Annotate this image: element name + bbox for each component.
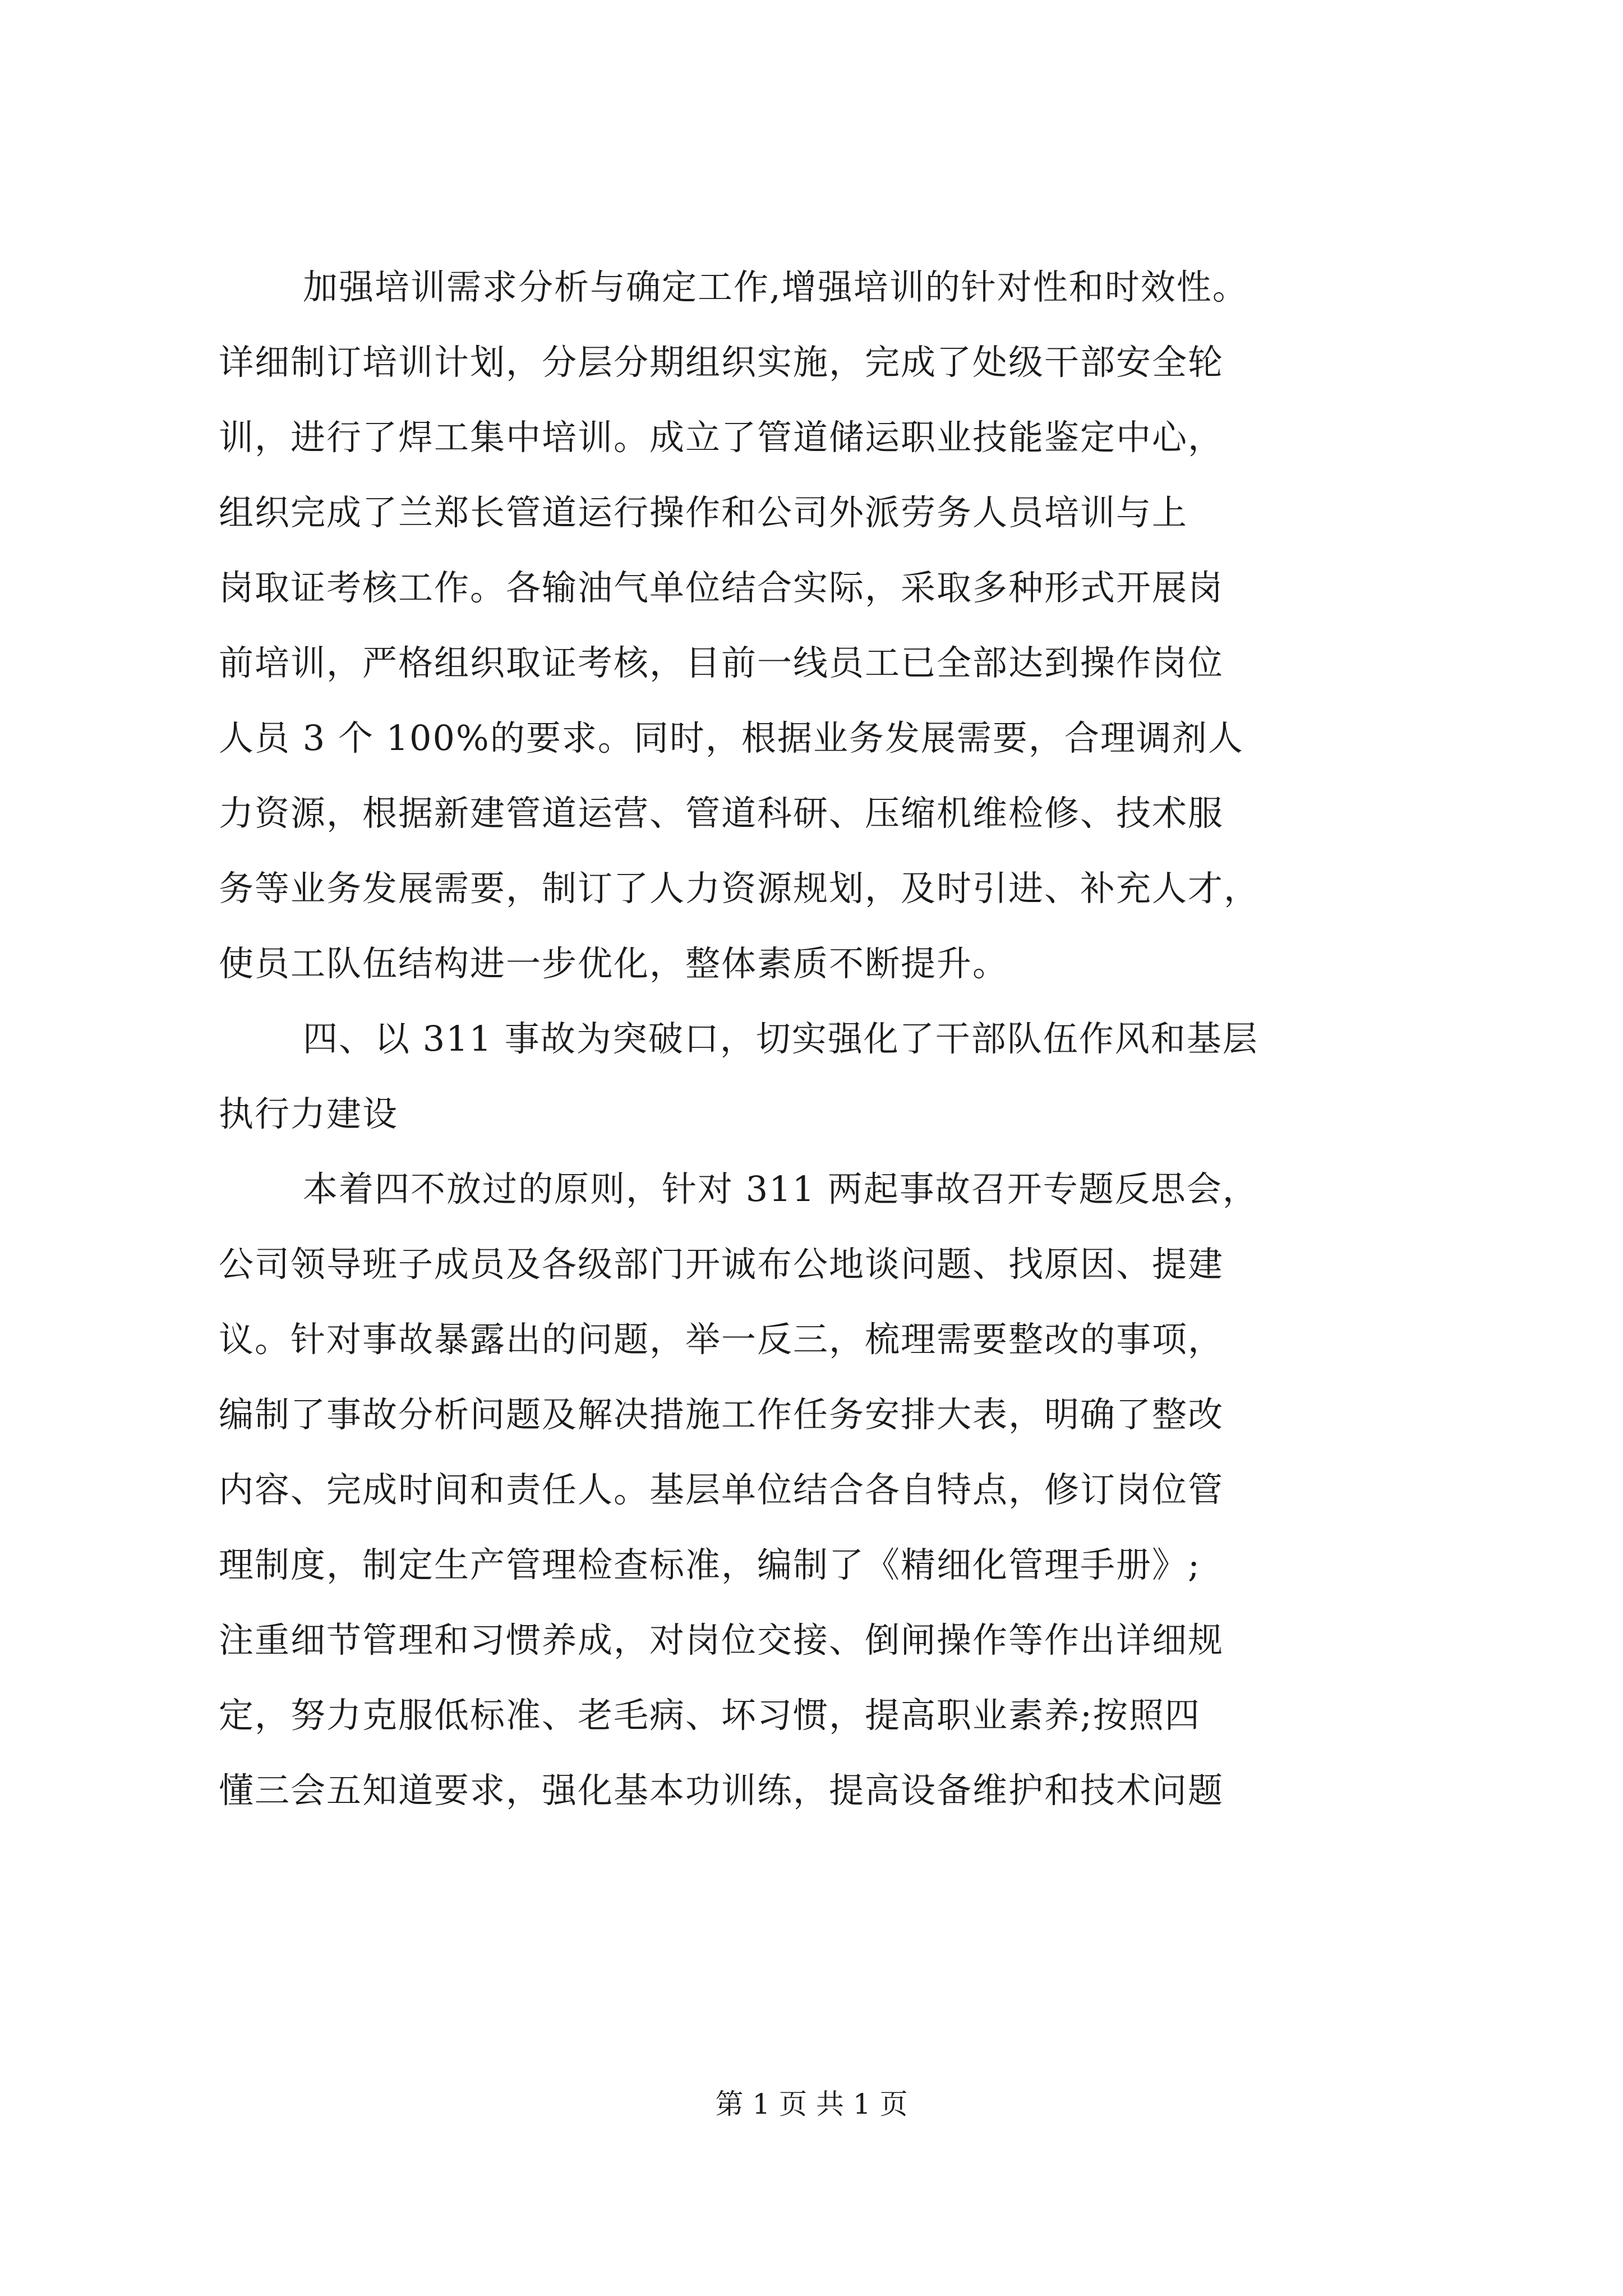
paragraph-line: 详细制订培训计划，分层分期组织实施，完成了处级干部安全轮 — [219, 342, 1224, 383]
paragraph-line: 公司领导班子成员及各级部门开诚布公地谈问题、找原因、提建 — [219, 1244, 1224, 1285]
paragraph-line: 前培训，严格组织取证考核，目前一线员工已全部达到操作岗位 — [219, 642, 1224, 683]
paragraph-line: 议。针对事故暴露出的问题，举一反三，梳理需要整改的事项， — [219, 1319, 1224, 1360]
page-footer: 第 1 页 共 1 页 — [715, 2088, 908, 2120]
paragraph-line: 使员工队伍结构进一步优化，整体素质不断提升。 — [219, 943, 1009, 984]
paragraph-line: 编制了事故分析问题及解决措施工作任务安排大表，明确了整改 — [219, 1394, 1224, 1435]
paragraph-line: 人员 3 个 100%的要求。同时，根据业务发展需要，合理调剂人 — [219, 717, 1244, 758]
paragraph-line: 懂三会五知道要求，强化基本功训练，提高设备维护和技术问题 — [219, 1770, 1224, 1811]
paragraph-line: 定，努力克服低标准、老毛病、坏习惯，提高职业素养;按照四 — [219, 1695, 1201, 1736]
paragraph-line: 组织完成了兰郑长管道运行操作和公司外派劳务人员培训与上 — [219, 492, 1188, 533]
paragraph-line: 理制度，制定生产管理检查标准，编制了《精细化管理手册》; — [219, 1544, 1201, 1585]
paragraph-line: 加强培训需求分析与确定工作,增强培训的针对性和时效性。 — [303, 266, 1248, 307]
body-text — [219, 250, 1419, 1828]
paragraph-line: 力资源，根据新建管道运营、管道科研、压缩机维检修、技术服 — [219, 793, 1224, 834]
section-heading-line: 四、以 311 事故为突破口，切实强化了干部队伍作风和基层 — [303, 1018, 1258, 1059]
paragraph-line: 内容、完成时间和责任人。基层单位结合各自特点，修订岗位管 — [219, 1469, 1224, 1510]
section-heading-line: 执行力建设 — [219, 1093, 399, 1134]
paragraph-line: 本着四不放过的原则，针对 311 两起事故召开专题反思会， — [303, 1168, 1258, 1209]
paragraph-line: 训，进行了焊工集中培训。成立了管道储运职业技能鉴定中心， — [219, 417, 1224, 458]
paragraph-line: 务等业务发展需要，制订了人力资源规划，及时引进、补充人才， — [219, 868, 1260, 909]
paragraph-line: 注重细节管理和习惯养成，对岗位交接、倒闸操作等作出详细规 — [219, 1619, 1224, 1660]
paragraph-line: 岗取证考核工作。各输油气单位结合实际，采取多种形式开展岗 — [219, 567, 1224, 608]
